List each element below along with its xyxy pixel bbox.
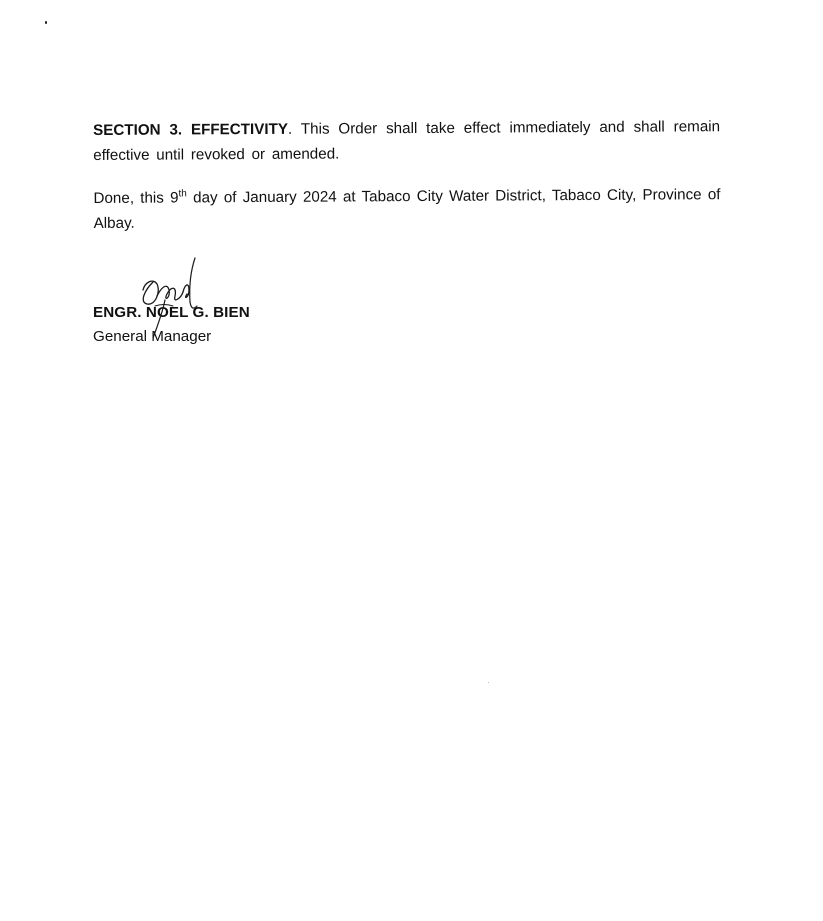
section-3-paragraph xyxy=(93,114,720,168)
signatory-name: ENGR. NOEL G. BIEN xyxy=(93,304,250,321)
signature-block xyxy=(93,252,353,352)
done-prefix: Done, this 9 xyxy=(93,189,179,207)
scan-speck xyxy=(488,682,489,683)
document-body xyxy=(93,114,721,236)
scan-speck xyxy=(45,21,47,24)
section-heading: SECTION 3. EFFECTIVITY xyxy=(93,120,289,139)
done-ordinal-suffix: th xyxy=(178,188,187,200)
done-rest: day of January 2024 at Tabaco City Water District, Tabaco City, Province of Albay. xyxy=(93,186,721,232)
done-paragraph xyxy=(93,182,720,236)
section-heading-punct: . xyxy=(287,120,293,138)
signatory-title: General Manager xyxy=(93,328,212,345)
section-body: This Order shall take effect immediately and shall remain effective until revoked or amended. xyxy=(93,118,721,164)
handwritten-signature xyxy=(133,252,211,342)
